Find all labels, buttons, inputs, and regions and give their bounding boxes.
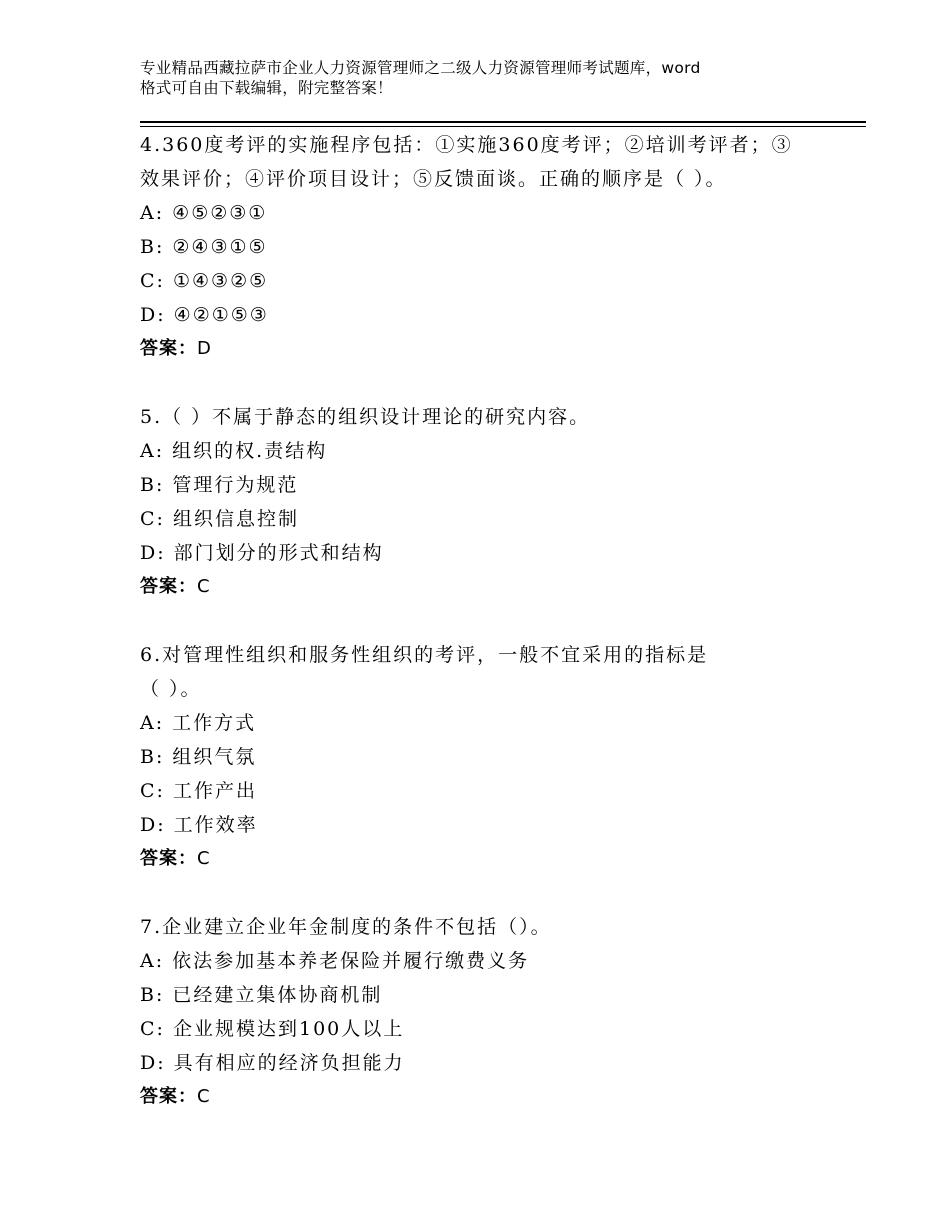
question-6 <box>140 638 840 876</box>
option-c: C: ①④③②⑤ <box>140 270 269 292</box>
option-d: D: 具有相应的经济负担能力 <box>140 1052 405 1074</box>
answer-label: 答案： <box>140 576 197 597</box>
option-a: A: ④⑤②③① <box>140 202 268 224</box>
option-c: C: 企业规模达到100人以上 <box>140 1018 405 1040</box>
question-stem-line: 4.360度考评的实施程序包括：①实施360度考评；②培训考评者；③ <box>140 134 793 156</box>
answer-value: D <box>197 338 212 359</box>
question-7 <box>140 910 840 1114</box>
option-b: B: 组织气氛 <box>140 746 257 768</box>
option-c: C: 组织信息控制 <box>140 508 299 530</box>
question-stem-line: （ ）。 <box>140 678 202 700</box>
option-a: A: 依法参加基本养老保险并履行缴费义务 <box>140 950 530 972</box>
question-stem-line: 5.（ ）不属于静态的组织设计理论的研究内容。 <box>140 406 591 428</box>
option-c: C: 工作产出 <box>140 780 257 802</box>
option-a: A: 组织的权.责结构 <box>140 440 328 462</box>
option-d: D: 工作效率 <box>140 814 258 836</box>
answer-label: 答案： <box>140 1086 197 1107</box>
answer <box>140 842 840 876</box>
header-line-2: 格式可自由下载编辑，附完整答案！ <box>140 79 393 97</box>
answer-value: C <box>197 848 211 869</box>
question-4 <box>140 128 840 366</box>
answer <box>140 1080 840 1114</box>
option-b: B: ②④③①⑤ <box>140 236 268 258</box>
answer <box>140 332 840 366</box>
header-divider-thick <box>140 121 866 123</box>
answer <box>140 570 840 604</box>
header-divider-thin <box>140 126 866 127</box>
document-header <box>140 58 840 98</box>
question-stem-line: 6.对管理性组织和服务性组织的考评，一般不宜采用的指标是 <box>140 644 709 666</box>
answer-value: C <box>197 1086 211 1107</box>
question-5 <box>140 400 840 604</box>
option-d: D: 部门划分的形式和结构 <box>140 542 384 564</box>
answer-label: 答案： <box>140 848 197 869</box>
question-stem-line: 效果评价；④评价项目设计；⑤反馈面谈。正确的顺序是（ ）。 <box>140 168 727 190</box>
header-line-1: 专业精品西藏拉萨市企业人力资源管理师之二级人力资源管理师考试题库，word <box>140 59 701 77</box>
question-stem-line: 7.企业建立企业年金制度的条件不包括（）。 <box>140 916 552 938</box>
answer-value: C <box>197 576 211 597</box>
question-list <box>140 128 840 1148</box>
answer-label: 答案： <box>140 338 197 359</box>
option-a: A: 工作方式 <box>140 712 257 734</box>
option-b: B: 已经建立集体协商机制 <box>140 984 383 1006</box>
option-b: B: 管理行为规范 <box>140 474 299 496</box>
option-d: D: ④②①⑤③ <box>140 304 269 326</box>
